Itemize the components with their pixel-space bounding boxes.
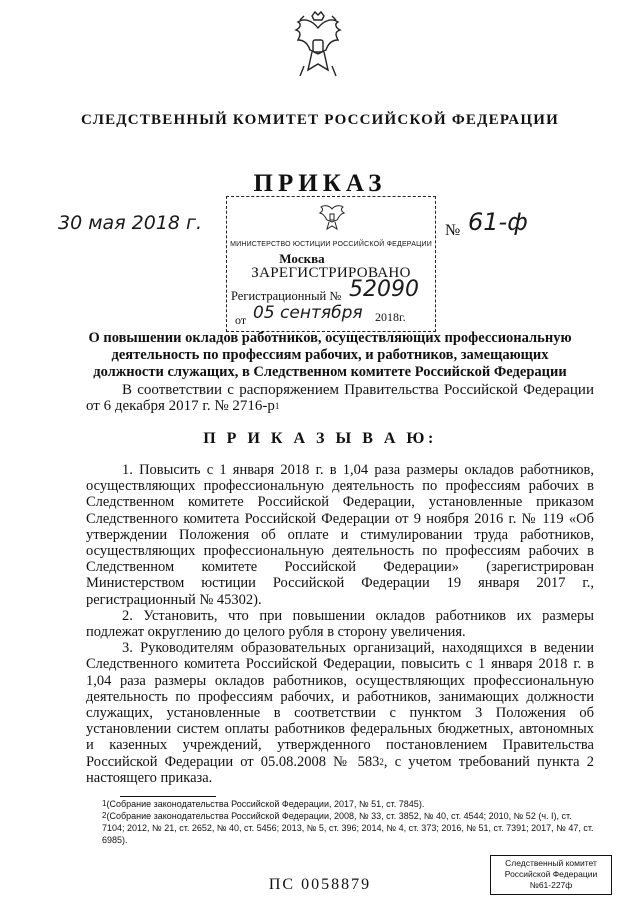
item-3-text: 3. Руководителям образовательных организаций, находящихся в ведении Следственного комитета Российской Федерации, повысить с 1 января 2018 г. в 1,04 раза размеры окладов работников, осуществляющих профессиональную деятельность по профессиям рабочих, и работников, занимающих должности служащих, установленные в соответствии с пунктом 3 Положения об установлении систем оплаты работников федеральных бюджетных, автономных и казенных учреждений, утвержденного постановлением Правительства Российской Федерации от 05.08.2008 № 583 xyxy=(86,640,594,770)
footnote xyxy=(102,798,594,810)
stamp-city: Москва xyxy=(279,251,325,266)
item-3-footnote-ref: 2 xyxy=(379,756,384,767)
item-2: 2. Установить, что при повышении окладов работников их размеры подлежат округлению до целого рубля в сторону увеличения. xyxy=(86,607,594,641)
stamp-reg-label: Регистрационный № xyxy=(231,289,342,303)
box-line-1: Следственный комитет xyxy=(505,858,597,868)
number-label: № xyxy=(445,222,461,239)
registration-box xyxy=(490,855,612,895)
order-body xyxy=(86,462,594,786)
basis-footnote-ref: 1 xyxy=(274,401,280,411)
document-date: 30 мая 2018 г. xyxy=(58,212,203,234)
document-type: ПРИКАЗ xyxy=(253,170,387,197)
stamp-from-label: от xyxy=(235,313,247,327)
box-line-2: Российской Федерации xyxy=(504,869,598,879)
state-emblem-icon xyxy=(278,6,358,86)
footnote-text: (Собрание законодательства Российской Федерации, 2008, № 33, ст. 3852, № 40, ст. 4544; 2010, № 52 (ч. I), ст. 7104; 2012, № 21, ст. 2652, № 40, ст. 5456; 2013, № 5, ст. 396; 2014, № 4, ст. 373; 2016, № 51, ст. 7391; 2017, № 47, ст. 6985). xyxy=(102,811,594,845)
stamp-ministry: МИНИСТЕРСТВО ЮСТИЦИИ РОССИЙСКОЙ ФЕДЕРАЦИИ xyxy=(230,241,432,248)
item-3 xyxy=(86,640,594,786)
order-word: П Р И К А З Ы В А Ю: xyxy=(203,430,437,447)
item-3-tail: , с учетом требований пункта 2 настоящего приказа. xyxy=(86,753,595,786)
footnote-number: 2 xyxy=(102,811,107,820)
footnote-number: 1 xyxy=(102,799,107,808)
stamp-reg-number: 52090 xyxy=(349,277,419,302)
stamp-date: 05 сентября xyxy=(253,303,363,323)
order-title: О повышении окладов работников, осуществляющих профессиональную деятельность по профессиям рабочих, и работников, замещающих должности служащих, в Следственном комитете Российской Федерации xyxy=(88,330,572,380)
footnote-text: (Собрание законодательства Российской Федерации, 2017, № 51, ст. 7845). xyxy=(106,799,425,809)
legal-basis xyxy=(86,382,594,414)
stamp-year: 2018г. xyxy=(375,310,406,324)
stamp-emblem-icon xyxy=(315,201,349,231)
serial-number: ПС 0058879 xyxy=(268,876,372,893)
stamp-registered: ЗАРЕГИСТРИРОВАНО xyxy=(251,265,411,281)
box-line-3: №61-227ф xyxy=(529,880,573,890)
registration-stamp xyxy=(226,196,436,332)
footnote xyxy=(102,810,594,846)
footnote-divider xyxy=(120,796,216,797)
agency-name: СЛЕДСТВЕННЫЙ КОМИТЕТ РОССИЙСКОЙ ФЕДЕРАЦИИ xyxy=(81,112,559,128)
item-1: 1. Повысить с 1 января 2018 г. в 1,04 раза размеры окладов работников, осуществляющих профессиональную деятельность по профессиям рабочих в Следственном комитете Российской Федерации, установленные приказом Следственного комитета Российской Федерации от 9 ноября 2016 г. № 119 «Об утверждении Положения об оплате и стимулировании труда работников, осуществляющих профессиональную деятельность по профессиям рабочих в Следственном комитете Российской Федерации» (зарегистрирован Министерством юстиции Российской Федерации 19 января 2017 г., регистрационный № 45302). xyxy=(86,462,594,608)
document-number: 61-ф xyxy=(468,208,528,236)
footnotes xyxy=(102,798,594,846)
basis-text: В соответствии с распоряжением Правительства Российской Федерации от 6 декабря 2017 г. № 2716-р xyxy=(86,382,594,414)
